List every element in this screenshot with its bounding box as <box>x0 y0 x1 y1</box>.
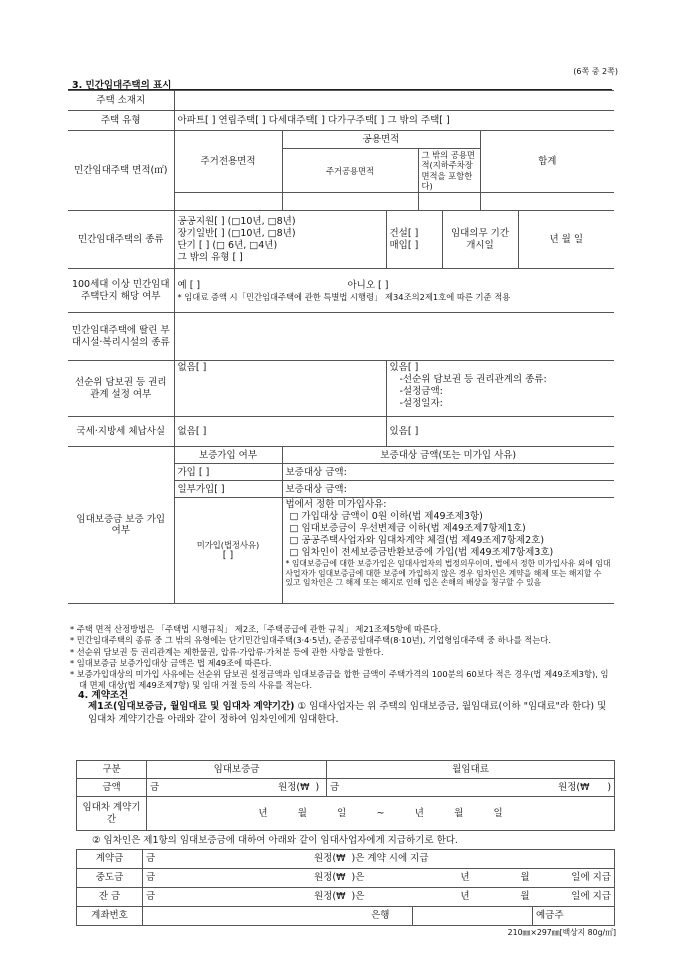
complex-no[interactable]: 아니오 [ ] <box>347 279 389 291</box>
payment-year[interactable]: 년 <box>413 888 473 907</box>
complex-options[interactable] <box>174 269 614 313</box>
lien-amount: -설정금액: <box>399 386 443 398</box>
area-common-other-value[interactable] <box>418 193 480 211</box>
payment-won[interactable]: 원정(₩ <box>159 888 349 907</box>
footnote-1: * 주택 면적 산정방법은 「주택법 시행규칙」 제2조,「주택공급에 관한 규칙」 제21조제5항에 따른다. <box>70 624 441 634</box>
footnote-2: * 민간임대주택의 종류 중 그 밖의 유형에는 단기민간임대주택(3·4·5년), 준공공임대주택(8·10년), 기업형임대주택 중 하나를 적는다. <box>70 635 551 646</box>
deposit-amount-close: ) <box>313 779 327 797</box>
payment-suffix: )은 <box>349 888 413 907</box>
kind-buy[interactable]: 매입[ ] <box>389 239 419 251</box>
kind-option-public[interactable]: 공공지원[ ] (□10년, □8년) <box>177 216 296 228</box>
payment-row-label: 계약금 <box>77 850 143 869</box>
guarantee-note: * 임대보증금에 대한 보증가입은 임대사업자의 법정의무이며, 법에서 정한 미가입사유 외에 임대사업자가 임대보증금에 대한 보증에 가입하지 않은 경우 임차인은 계약을 해제 또는 해지할 수 있고 임차인은 그 해제 또는 해지로 인해 입은 손해의 배상을 청구할 수 있음 <box>285 558 611 588</box>
area-exclusive-header: 주거전용면적 <box>174 131 282 193</box>
complex-yes[interactable]: 예 [ ] <box>177 279 201 291</box>
page-indicator: (6쪽 중 2쪽) <box>573 67 618 76</box>
area-exclusive-value[interactable] <box>174 193 282 211</box>
guarantee-col2-header: 보증대상 금액(또는 미가입 사유) <box>282 447 614 464</box>
bank-name[interactable] <box>413 907 533 926</box>
lien-none[interactable]: 없음[ ] <box>174 361 386 417</box>
guarantee-reason-4[interactable]: □ 임차인이 전세보증금반환보증에 가입(법 제49조제7항제3호) <box>289 546 554 558</box>
article1-clause2: ② 임차인은 제1항의 임대보증금에 대하여 아래와 같이 임대사업자에게 지급하기로 한다. <box>92 835 458 846</box>
guarantee-reasons[interactable] <box>282 498 614 604</box>
kind-options[interactable] <box>174 211 386 269</box>
payment-row-label: 중도금 <box>77 869 143 888</box>
guarantee-reason-1[interactable]: □ 가입대상 금액이 0원 이하(법 제49조제3항) <box>289 511 483 523</box>
rent-amount-close: ) <box>593 779 615 797</box>
terms-rent-header: 월임대료 <box>327 761 615 779</box>
rent-amount-won[interactable]: 원정(₩ <box>343 779 593 797</box>
bank-label: 은행 <box>349 907 413 926</box>
area-total-value[interactable] <box>480 193 614 211</box>
area-label: 민간임대주택 면적(㎡) <box>68 131 174 211</box>
paper-spec: 210㎜×297㎜[백상지 80g/㎡] <box>507 928 616 937</box>
address-label: 주택 소재지 <box>68 91 174 111</box>
lien-label: 선순위 담보권 등 권리관계 설정 여부 <box>68 361 174 417</box>
kind-option-short[interactable]: 단기 [ ] (□ 6년, □4년) <box>177 239 278 251</box>
guarantee-not-box[interactable]: [ ] <box>222 550 234 562</box>
account-number[interactable] <box>143 907 349 926</box>
facility-label: 민간임대주택에 딸린 부대시설·복리시설의 종류 <box>68 313 174 361</box>
terms-period-value[interactable]: 년 월 일 ~ 년 월 일 <box>147 797 615 831</box>
account-label: 계좌번호 <box>77 907 143 926</box>
guarantee-not-joined[interactable] <box>174 498 282 604</box>
area-total-header: 합계 <box>480 131 614 193</box>
facility-value[interactable] <box>174 313 614 361</box>
kind-build[interactable]: 건설[ ] <box>389 228 419 240</box>
address-value[interactable] <box>174 91 614 111</box>
guarantee-label: 임대보증금 보증 가입 여부 <box>68 447 174 604</box>
tax-yes[interactable]: 있음[ ] <box>386 417 614 447</box>
article1-title: 제1조(임대보증금, 월임대료 및 임대차 계약기간) <box>88 701 295 712</box>
terms-period-label: 임대차 계약기간 <box>77 797 147 831</box>
rental-housing-table <box>68 90 614 604</box>
guarantee-not-label: 미가입(법정사유) <box>196 539 260 550</box>
kind-option-other[interactable]: 그 밖의 유형 [ ] <box>177 251 243 263</box>
complex-label: 100세대 이상 민간임대주택단지 해당 여부 <box>68 269 174 313</box>
housing-type-options[interactable]: 아파트[ ] 연립주택[ ] 다세대주택[ ] 다가구주택[ ] 그 밖의 주택[ ] <box>174 111 614 131</box>
payment-row-label: 잔 금 <box>77 888 143 907</box>
payment-month[interactable]: 월 <box>473 888 533 907</box>
guarantee-join[interactable]: 가입 [ ] <box>174 464 282 481</box>
payment-month[interactable]: 월 <box>473 869 533 888</box>
area-common-residential-value[interactable] <box>282 193 418 211</box>
deposit-amount-won[interactable]: 원정(₩ <box>163 779 313 797</box>
payment-won[interactable]: 원정(₩ <box>159 850 349 869</box>
area-common-header: 공용면적 <box>282 131 480 149</box>
lien-yes[interactable]: 있음[ ] <box>389 362 419 374</box>
terms-deposit-header: 임대보증금 <box>147 761 327 779</box>
kind-option-longterm[interactable]: 장기일반[ ] (□10년, □8년) <box>177 228 296 240</box>
kind-label: 민간임대주택의 종류 <box>68 211 174 269</box>
payment-prefix: 금 <box>143 850 159 869</box>
tax-label: 국세·지방세 체납사실 <box>68 417 174 447</box>
rent-terms-table <box>76 760 615 831</box>
footnote-5: * 보증가입대상의 미가입 사유에는 선순위 담보권 설정금액과 임대보증금을 합한 금액이 주택가격의 100분의 60보다 적은 경우(법 제49조제3항), 임대 면제 대상(법 제49조제7항) 및 임대 거절 등의 사유를 적는다. <box>70 669 609 690</box>
footnotes <box>70 624 615 691</box>
guarantee-col1-header: 보증가입 여부 <box>174 447 282 464</box>
guarantee-partial-amount[interactable]: 보증대상 금액: <box>282 481 614 498</box>
rent-amount-prefix: 금 <box>327 779 343 797</box>
section4-title: 4. 계약조건 <box>78 690 129 701</box>
terms-kind-header: 구분 <box>77 761 147 779</box>
guarantee-partial[interactable]: 일부가입[ ] <box>174 481 282 498</box>
housing-type-label: 주택 유형 <box>68 111 174 131</box>
area-common-residential-header: 주거공용면적 <box>282 149 418 193</box>
complex-note: * 임대료 증액 시「민간임대주택에 관한 특별법 시행령」 제34조의2제1호에 따른 기준 적용 <box>177 291 511 302</box>
payment-won[interactable]: 원정(₩ <box>159 869 349 888</box>
holder-label: 예금주 <box>533 907 615 926</box>
payment-day[interactable]: 일에 지급 <box>533 869 615 888</box>
lien-yes-cell[interactable] <box>386 361 614 417</box>
lien-date: -설정일자: <box>399 398 443 410</box>
guarantee-reason-2[interactable]: □ 임대보증금이 우선변제금 이하(법 제49조제7항제1호) <box>289 523 526 535</box>
footnote-3: * 선순위 담보권 등 권리관계는 제한물권, 압류·가압류·가처분 등에 관한 사항을 말한다. <box>70 646 384 657</box>
payment-prefix: 금 <box>143 888 159 907</box>
area-common-other-header: 그 밖의 공용면적(지하주차장 면적을 포함한다) <box>418 149 480 193</box>
footnote-4: * 임대보증금 보증가입대상 금액은 법 제49조에 따른다. <box>70 658 272 669</box>
payment-suffix: )은 계약 시에 지급 <box>349 850 615 869</box>
article1 <box>88 701 616 727</box>
tax-none[interactable]: 없음[ ] <box>174 417 386 447</box>
payment-prefix: 금 <box>143 869 159 888</box>
payment-day[interactable]: 일에 지급 <box>533 888 615 907</box>
guarantee-reason-3[interactable]: □ 공공주택사업자와 임대차계약 체결(법 제49조제7항제2호) <box>289 535 545 547</box>
guarantee-reason-title: 법에서 정한 미가입사유: <box>285 499 387 511</box>
article1-text: ① 임대사업자는 위 주택의 임대보증금, 월임대료(이하 "임대료"라 한다) 및 임대차 계약기간을 아래와 같이 정하여 임차인에게 임대한다. <box>88 701 607 725</box>
payment-schedule-table <box>76 849 615 926</box>
guarantee-join-amount[interactable]: 보증대상 금액: <box>282 464 614 481</box>
start-date-value[interactable]: 년 월 일 <box>518 211 614 269</box>
deposit-amount-prefix: 금 <box>147 779 163 797</box>
start-date-label: 임대의무 기간 개시일 <box>442 211 518 269</box>
payment-suffix: )은 <box>349 869 413 888</box>
payment-year[interactable]: 년 <box>413 869 473 888</box>
terms-amount-label: 금액 <box>77 779 147 797</box>
lien-kind: -선순위 담보권 등 권리관계의 종류: <box>399 374 547 386</box>
kind-build-buy[interactable] <box>386 211 442 269</box>
section3-title: 3. 민간임대주택의 표시 <box>72 80 172 91</box>
